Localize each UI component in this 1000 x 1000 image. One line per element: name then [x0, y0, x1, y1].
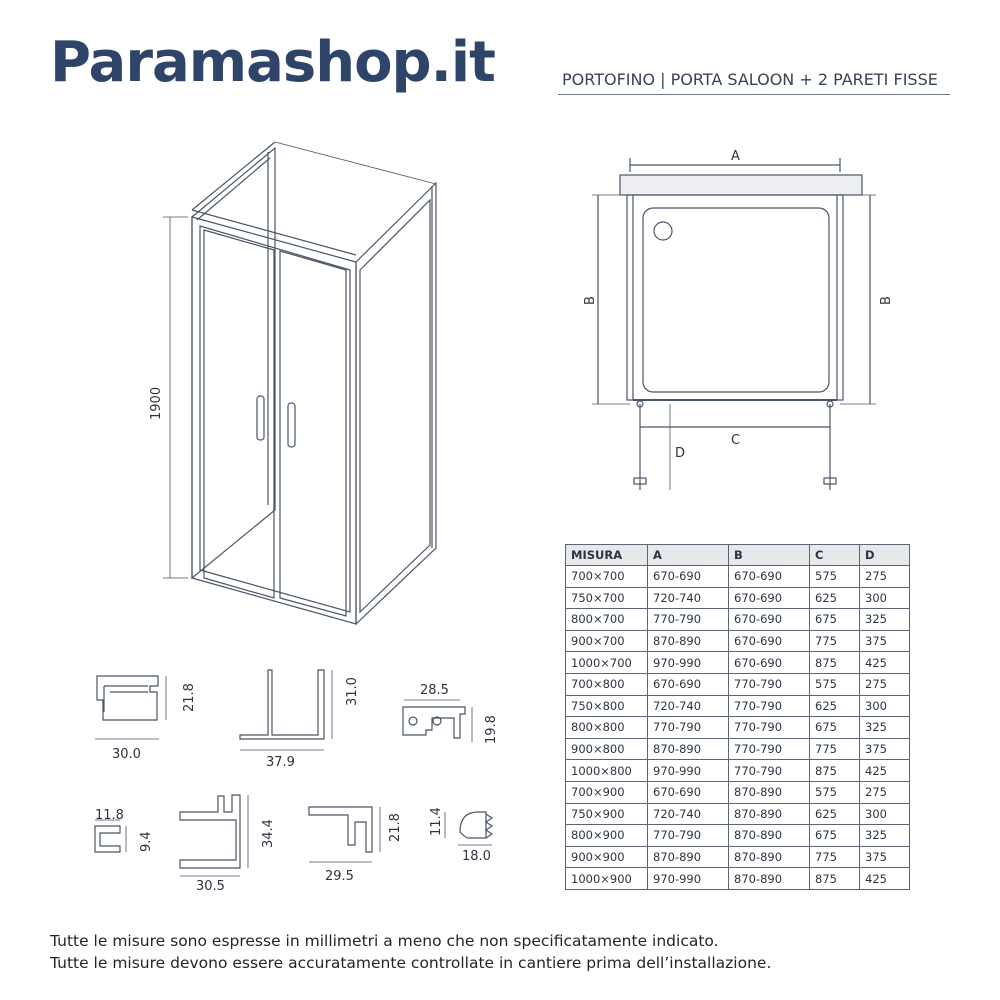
size-table	[565, 544, 910, 890]
table-cell: 770-790	[729, 717, 810, 739]
table-cell: 425	[860, 652, 910, 674]
table-cell: 870-890	[729, 803, 810, 825]
table-row	[566, 630, 910, 652]
table-row	[566, 868, 910, 890]
table-cell: 575	[810, 566, 860, 588]
table-cell: 870-890	[648, 738, 729, 760]
table-cell: 670-690	[729, 652, 810, 674]
table-cell: 325	[860, 717, 910, 739]
profile-1-height: 21.8	[182, 683, 197, 712]
table-cell: 770-790	[729, 673, 810, 695]
table-cell: 970-990	[648, 868, 729, 890]
shower-tray-outline	[627, 195, 843, 400]
table-cell: 900×900	[566, 846, 648, 868]
table-cell: 875	[810, 868, 860, 890]
header-b: B	[729, 545, 810, 566]
right-door-handle	[288, 403, 295, 447]
table-row	[566, 846, 910, 868]
table-cell: 800×900	[566, 825, 648, 847]
profile-3-width: 28.5	[420, 683, 449, 698]
table-cell: 275	[860, 781, 910, 803]
brand-logo: Paramashop.it	[50, 30, 495, 95]
dimension-A-label: A	[731, 149, 740, 164]
drain-icon	[654, 222, 672, 240]
table-cell: 300	[860, 695, 910, 717]
table-row	[566, 825, 910, 847]
table-cell: 775	[810, 630, 860, 652]
table-cell: 1000×900	[566, 868, 648, 890]
profile-6-height: 21.8	[388, 813, 403, 842]
table-row	[566, 738, 910, 760]
dimension-D-label: D	[675, 446, 686, 461]
profile-2-height: 31.0	[345, 677, 360, 706]
table-cell: 670-690	[648, 566, 729, 588]
height-dimension-label: 1900	[149, 386, 164, 420]
profile-4-width: 11.8	[95, 808, 124, 823]
profile-7-width: 18.0	[462, 849, 491, 864]
table-cell: 670-690	[729, 609, 810, 631]
table-cell: 900×800	[566, 738, 648, 760]
profile-4-height: 9.4	[139, 831, 154, 852]
table-row	[566, 587, 910, 609]
profile-5-width: 30.5	[196, 879, 225, 894]
wall-section	[620, 175, 862, 195]
size-table-header	[566, 545, 910, 566]
table-cell: 775	[810, 846, 860, 868]
product-subtitle: PORTOFINO | PORTA SALOON + 2 PARETI FISSE	[562, 70, 938, 89]
left-door-handle	[257, 396, 264, 440]
table-row	[566, 566, 910, 588]
table-cell: 720-740	[648, 803, 729, 825]
table-cell: 770-790	[729, 695, 810, 717]
profile-4-section	[95, 820, 126, 852]
table-row	[566, 673, 910, 695]
right-door-leaf	[280, 251, 346, 616]
table-cell: 770-790	[648, 825, 729, 847]
footnote-2: Tutte le misure devono essere accuratamente controllate in cantiere prima dell’installazione.	[50, 954, 772, 972]
table-cell: 670-690	[648, 781, 729, 803]
table-cell: 770-790	[729, 760, 810, 782]
table-cell: 425	[860, 760, 910, 782]
table-cell: 770-790	[648, 717, 729, 739]
table-cell: 625	[810, 587, 860, 609]
profile-1-section	[95, 676, 166, 739]
table-cell: 800×800	[566, 717, 648, 739]
table-cell: 375	[860, 738, 910, 760]
header-misura: MISURA	[566, 545, 648, 566]
profile-7-height: 11.4	[429, 807, 444, 836]
table-cell: 300	[860, 803, 910, 825]
table-cell: 770-790	[648, 609, 729, 631]
table-cell: 700×900	[566, 781, 648, 803]
table-cell: 325	[860, 609, 910, 631]
table-cell: 275	[860, 673, 910, 695]
table-cell: 970-990	[648, 760, 729, 782]
table-cell: 750×900	[566, 803, 648, 825]
table-cell: 670-690	[729, 566, 810, 588]
table-cell: 870-890	[729, 846, 810, 868]
table-row	[566, 803, 910, 825]
table-cell: 625	[810, 695, 860, 717]
table-cell: 900×700	[566, 630, 648, 652]
table-cell: 875	[810, 652, 860, 674]
table-cell: 770-790	[729, 738, 810, 760]
table-cell: 625	[810, 803, 860, 825]
dimension-B-right-label: B	[879, 296, 894, 305]
table-cell: 670-690	[729, 630, 810, 652]
table-cell: 700×800	[566, 673, 648, 695]
table-row	[566, 717, 910, 739]
table-row	[566, 695, 910, 717]
table-cell: 275	[860, 566, 910, 588]
table-cell: 670-690	[648, 673, 729, 695]
header-a: A	[648, 545, 729, 566]
table-cell: 775	[810, 738, 860, 760]
table-row	[566, 760, 910, 782]
table-cell: 750×800	[566, 695, 648, 717]
dimension-C-label: C	[731, 433, 741, 448]
table-cell: 325	[860, 825, 910, 847]
table-cell: 870-890	[648, 846, 729, 868]
table-cell: 700×700	[566, 566, 648, 588]
right-fixed-panel	[356, 183, 436, 624]
profile-2-section	[240, 670, 332, 750]
table-cell: 800×700	[566, 609, 648, 631]
profile-3-height: 19.8	[484, 715, 499, 744]
table-cell: 720-740	[648, 695, 729, 717]
table-cell: 1000×800	[566, 760, 648, 782]
profile-6-width: 29.5	[325, 869, 354, 884]
table-cell: 750×700	[566, 587, 648, 609]
profile-3-section	[403, 700, 472, 742]
table-cell: 870-890	[729, 868, 810, 890]
table-cell: 575	[810, 781, 860, 803]
table-cell: 300	[860, 587, 910, 609]
table-cell: 375	[860, 630, 910, 652]
table-row	[566, 652, 910, 674]
profile-5-height: 34.4	[261, 819, 276, 848]
table-row	[566, 609, 910, 631]
table-cell: 875	[810, 760, 860, 782]
header-d: D	[860, 545, 910, 566]
table-cell: 575	[810, 673, 860, 695]
table-cell: 675	[810, 825, 860, 847]
footnote-1: Tutte le misure sono espresse in millimetri a meno che non specificatamente indicato.	[50, 932, 719, 950]
table-row	[566, 781, 910, 803]
table-cell: 375	[860, 846, 910, 868]
enclosure-perspective-view	[163, 142, 436, 624]
table-cell: 675	[810, 717, 860, 739]
profile-7-section	[445, 812, 492, 845]
table-cell: 870-890	[729, 825, 810, 847]
header-c: C	[810, 545, 860, 566]
profile-5-section	[180, 795, 248, 876]
table-cell: 720-740	[648, 587, 729, 609]
profile-2-width: 37.9	[266, 755, 295, 770]
table-cell: 870-890	[729, 781, 810, 803]
table-cell: 675	[810, 609, 860, 631]
table-cell: 670-690	[729, 587, 810, 609]
table-cell: 1000×700	[566, 652, 648, 674]
table-cell: 870-890	[648, 630, 729, 652]
table-cell: 970-990	[648, 652, 729, 674]
profile-6-section	[309, 807, 380, 862]
dimension-B-left-label: B	[583, 296, 598, 305]
profile-1-width: 30.0	[112, 747, 141, 762]
table-cell: 425	[860, 868, 910, 890]
